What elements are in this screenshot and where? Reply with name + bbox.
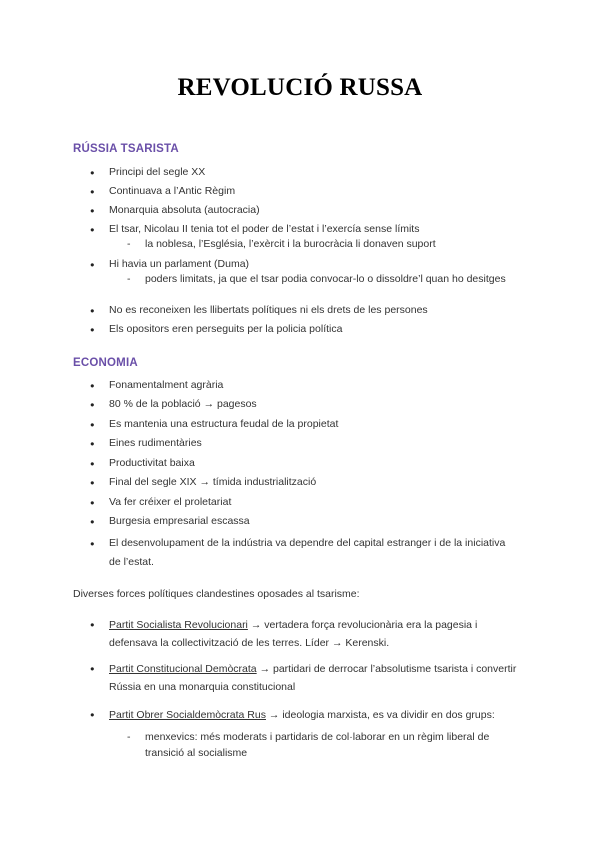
party-description: → partidari de derrocar l’absolutisme tsarista i convertir Rússia en una monarquia constitucional: [109, 663, 517, 693]
list-item: ● No es reconeixen les llibertats polítiques ni els drets de les persones: [109, 303, 428, 318]
party-name: Partit Socialista Revolucionari: [109, 619, 248, 631]
party-name: Partit Obrer Socialdemòcrata Rus: [109, 709, 266, 721]
list-item: ● Fonamentalment agrària: [109, 378, 223, 393]
list-item: ● Continuava a l’Antic Règim: [109, 184, 235, 199]
list-item: ● 80 % de la població → pagesos: [109, 397, 257, 412]
list-item: ● Els opositors eren perseguits per la policia política: [109, 322, 342, 337]
section-heading-economia: ECONOMIA: [73, 357, 138, 369]
page-title: REVOLUCIÓ RUSSA: [177, 74, 423, 101]
party-name: Partit Constitucional Demòcrata: [109, 663, 257, 675]
party-item: [109, 616, 524, 652]
party-item: [109, 660, 524, 696]
list-item: ● Final del segle XIX → tímida industrialització: [109, 475, 316, 490]
list-item: ● Es mantenia una estructura feudal de la propietat: [109, 417, 338, 432]
list-item: ● Principi del segle XX: [109, 165, 205, 180]
list-item: ● Productivitat baixa: [109, 456, 195, 471]
list-item: ● Eines rudimentàries: [109, 436, 202, 451]
list-item: ● El tsar, Nicolau II tenia tot el poder de l’estat i l’exercía sense límits: [109, 222, 419, 237]
party-description: → ideologia marxista, es va dividir en dos grups:: [265, 709, 495, 721]
party-description: → vertadera força revolucionària era la pagesia i defensava la collectivització de les terres. Líder → Kerenski.: [109, 619, 478, 649]
sub-list-item: - poders limitats, ja que el tsar podia convocar-lo o dissoldre’l quan ho desitges: [145, 272, 525, 287]
list-item: ● Burgesia empresarial escassa: [109, 514, 250, 529]
sub-list-item: - menxevics: més moderats i partidaris de col·laborar en un règim liberal de transició al socialisme: [145, 729, 525, 761]
list-item: ● Hi havia un parlament (Duma): [109, 257, 249, 272]
list-item: ● El desenvolupament de la indústria va dependre del capital estranger i de la iniciativa de l’estat.: [109, 534, 514, 572]
party-item: [109, 706, 524, 724]
section-heading-russia-tsarista: RÚSSIA TSARISTA: [73, 143, 179, 155]
sub-list-item: - la noblesa, l’Església, l’exèrcit i la burocràcia li donaven suport: [145, 237, 525, 252]
list-item: ● Va fer créixer el proletariat: [109, 495, 231, 510]
intro-paragraph: Diverses forces polítiques clandestines oposades al tsarisme:: [73, 588, 360, 600]
list-item: ● Monarquia absoluta (autocracia): [109, 203, 260, 218]
